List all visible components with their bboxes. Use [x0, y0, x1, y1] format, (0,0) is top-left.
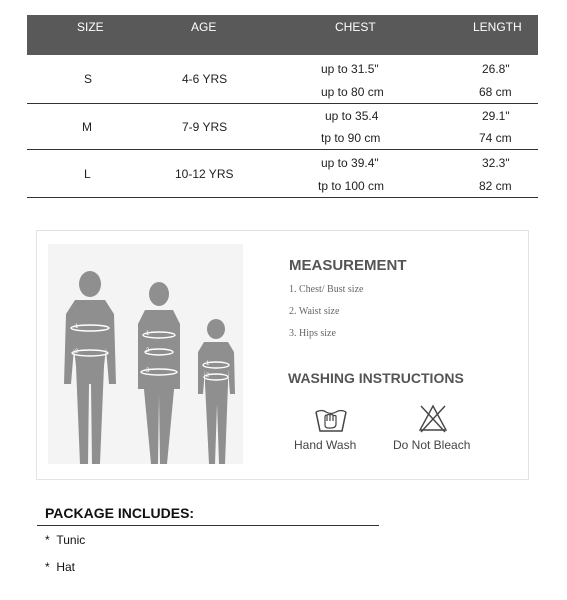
- cell-chest-cm: up to 80 cm: [321, 85, 384, 99]
- measurement-title: MEASUREMENT: [289, 257, 407, 274]
- marker-chest: 1: [146, 331, 150, 337]
- marker-hips: 3: [146, 368, 150, 374]
- measurement-item-hips: 3. Hips size: [289, 328, 336, 339]
- cell-chest-inches: up to 39.4": [321, 156, 379, 170]
- marker-waist: 2: [75, 349, 79, 355]
- measurement-item-waist: 2. Waist size: [289, 306, 340, 317]
- silhouette-figures: [48, 244, 243, 464]
- list-item: [45, 560, 75, 574]
- cell-chest-inches: up to 31.5": [321, 62, 379, 76]
- marker-chest: 1: [75, 324, 79, 330]
- cell-length-inches: 32.3": [482, 156, 510, 170]
- cell-size: S: [84, 72, 93, 86]
- bullet: *: [45, 533, 50, 547]
- marker-chest: 1: [206, 361, 210, 367]
- table-row: [27, 150, 538, 198]
- marker-waist: 2: [146, 348, 150, 354]
- hand-wash-label: Hand Wash: [294, 438, 357, 452]
- cell-chest-cm: tp to 90 cm: [321, 131, 381, 145]
- table-row: [27, 55, 538, 104]
- cell-size: M: [82, 120, 92, 134]
- marker-waist: 2: [206, 373, 210, 379]
- cell-length-cm: 68 cm: [479, 85, 512, 99]
- bullet: *: [45, 560, 50, 574]
- size-chart-header: [27, 15, 538, 55]
- cell-length-inches: 26.8": [482, 62, 510, 76]
- washing-instructions-title: WASHING INSTRUCTIONS: [288, 370, 464, 386]
- cell-age: 10-12 YRS: [175, 167, 234, 181]
- cell-length-cm: 82 cm: [479, 179, 512, 193]
- cell-length-cm: 74 cm: [479, 131, 512, 145]
- list-item: [45, 533, 85, 547]
- package-item-tunic: Tunic: [56, 533, 86, 547]
- do-not-bleach-label: Do Not Bleach: [393, 438, 471, 452]
- header-age: AGE: [191, 20, 217, 34]
- cell-chest-cm: tp to 100 cm: [318, 179, 385, 193]
- header-chest: CHEST: [335, 20, 376, 34]
- package-includes-title: PACKAGE INCLUDES:: [45, 505, 195, 521]
- table-row: [27, 104, 538, 150]
- measurement-item-chest: 1. Chest/ Bust size: [289, 284, 364, 295]
- body-silhouettes: [48, 244, 243, 464]
- size-chart-table: [27, 15, 538, 198]
- header-length: LENGTH: [473, 20, 522, 34]
- package-item-hat: Hat: [56, 560, 76, 574]
- do-not-bleach-icon: [418, 403, 448, 433]
- header-size: SIZE: [77, 20, 104, 34]
- cell-age: 7-9 YRS: [182, 120, 228, 134]
- cell-length-inches: 29.1": [482, 109, 510, 123]
- cell-chest-inches: up to 35.4: [325, 109, 379, 123]
- cell-age: 4-6 YRS: [182, 72, 228, 86]
- cell-size: L: [84, 167, 91, 181]
- hand-wash-icon: [314, 404, 348, 434]
- package-divider: [37, 525, 379, 526]
